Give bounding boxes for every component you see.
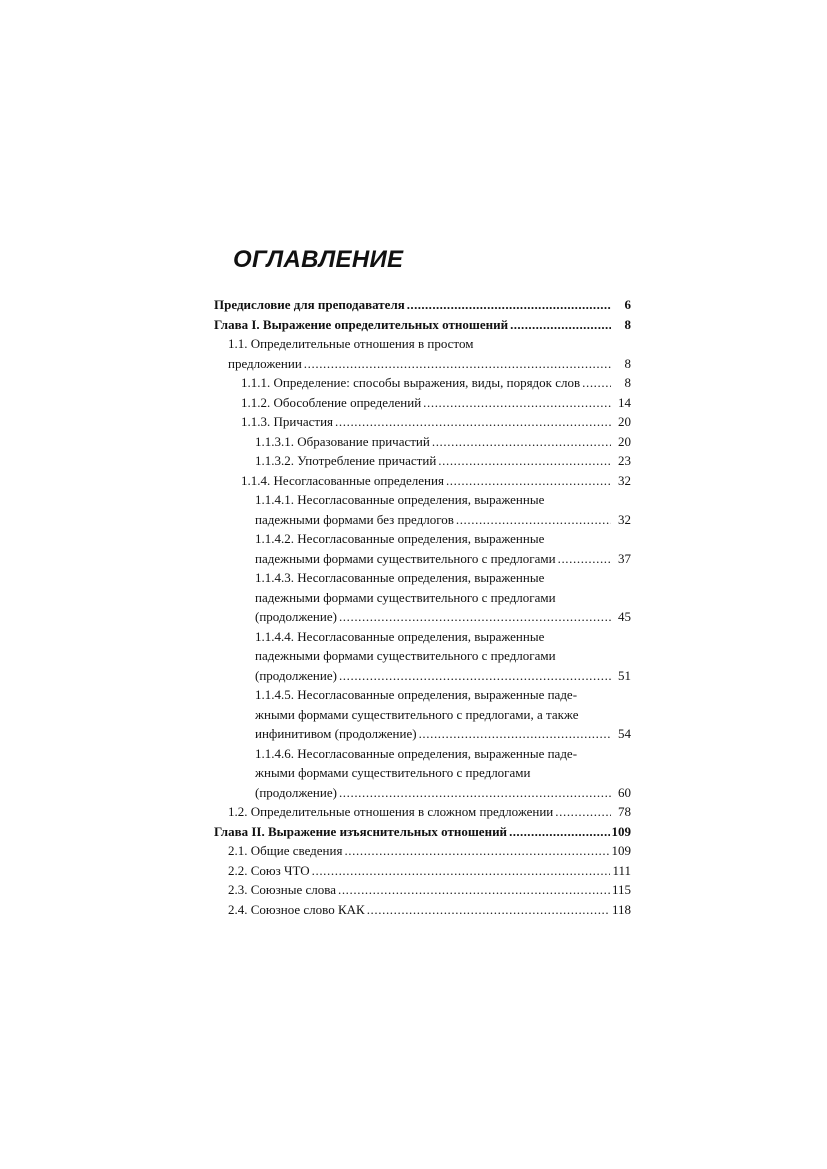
toc-entry-title-line: (продолжение) [255,609,337,624]
toc-entry-last-line [214,822,631,842]
dot-leader [509,822,609,842]
dot-leader [344,841,609,861]
toc-entry-last-line [228,841,631,861]
toc-entry-page-number: 37 [618,550,631,566]
toc-entry-title-line: 1.1.4.3. Несогласованные определения, выраженные [255,570,545,585]
toc-entry-last-line [255,607,631,627]
toc-entry-title-line: 1.1.4.5. Несогласованные определения, выраженные паде- [255,687,578,702]
table-of-contents [214,295,631,919]
toc-entry-title-line: 2.2. Союз ЧТО [228,862,310,878]
toc-entry-page-number: 115 [611,882,631,897]
dot-leader [339,666,611,686]
toc-entry-last-line [228,861,631,881]
toc-entry-page-number: 23 [618,453,631,468]
toc-entry-last-line [228,900,631,920]
dot-leader [367,900,610,920]
toc-entry-title-line: 1.1.2. Обособление определений [241,394,422,410]
toc-entry-last-line [241,393,631,413]
toc-entry-page-number: 111 [612,862,631,878]
toc-entry[interactable] [214,490,631,529]
dot-leader [338,880,610,900]
toc-entry-page-number: 32 [618,511,631,527]
dot-leader [558,549,611,569]
toc-entry[interactable] [214,432,631,452]
toc-entry-title-line: (продолжение) [255,784,337,800]
toc-entry[interactable] [214,685,631,744]
toc-entry-last-line [241,373,631,393]
toc-entry-title-line: 1.2. Определительные отношения в сложном предложении [228,804,554,819]
toc-entry-last-line [228,880,631,900]
toc-entry-title-line: 1.1.3.2. Употребление причастий [255,453,437,468]
toc-entry-title-line: 2.1. Общие сведения [228,843,343,858]
dot-leader [555,802,611,822]
toc-entry-title-line: жными формами существительного с предлогами, а также [255,706,579,722]
toc-entry-page-number: 109 [611,843,631,858]
toc-entry[interactable] [214,334,631,373]
toc-entry-title-line: падежными формами существительного с предлогами [255,648,556,663]
toc-entry-page-number: 78 [618,804,631,819]
toc-entry-title-line: 1.1. Определительные отношения в простом [228,336,474,351]
toc-entry[interactable] [214,529,631,568]
toc-entry-title-line: (продолжение) [255,667,337,683]
dot-leader [582,373,611,393]
toc-entry-page-number: 6 [624,297,631,312]
page-title: ОГЛАВЛЕНИЕ [233,246,404,273]
toc-entry-title-line: 2.3. Союзные слова [228,882,336,897]
dot-leader [407,295,611,315]
toc-entry-page-number: 54 [618,726,631,741]
toc-entry-page-number: 8 [624,316,631,332]
toc-entry-page-number: 20 [618,414,631,429]
toc-entry-last-line [255,724,631,744]
toc-entry-page-number: 51 [618,667,631,683]
toc-entry[interactable] [214,373,631,393]
toc-entry-page-number: 8 [624,355,631,371]
toc-entry-last-line [241,471,631,491]
toc-entry-title-line: 1.1.4.2. Несогласованные определения, выраженные [255,531,545,546]
toc-entry-title-line: инфинитивом (продолжение) [255,726,417,741]
toc-entry[interactable] [214,295,631,315]
toc-entry-page-number: 8 [624,375,631,390]
dot-leader [456,510,611,530]
toc-entry-last-line [255,549,631,569]
toc-entry-title-line: падежными формами без предлогов [255,511,454,527]
toc-entry-title-line: 1.1.1. Определение: способы выражения, виды, порядок слов [241,375,581,390]
toc-entry[interactable] [214,471,631,491]
toc-entry-title-line: 1.1.4. Несогласованные определения [241,472,444,488]
toc-entry[interactable] [214,880,631,900]
toc-entry-title-line: жными формами существительного с предлогами [255,765,531,780]
toc-entry-title-line: падежными формами существительного с предлогами [255,589,556,605]
toc-entry[interactable] [214,393,631,413]
dot-leader [438,451,611,471]
toc-entry-title-line: падежными формами существительного с предлогами [255,550,556,566]
toc-entry-last-line [228,802,631,822]
toc-entry-title-line: 1.1.4.4. Несогласованные определения, выраженные [255,628,545,644]
dot-leader [432,432,611,452]
toc-entry[interactable] [214,841,631,861]
toc-entry-title-line: 1.1.4.6. Несогласованные определения, выраженные паде- [255,745,578,761]
toc-entry-title-line: предложении [228,355,302,371]
toc-entry[interactable] [214,900,631,920]
toc-entry-last-line [255,432,631,452]
dot-leader [423,393,611,413]
toc-entry[interactable] [214,802,631,822]
toc-entry-title-line: Предисловие для преподавателя [214,297,405,312]
toc-entry[interactable] [214,744,631,803]
dot-leader [312,861,611,881]
toc-entry[interactable] [214,568,631,627]
dot-leader [304,354,611,374]
toc-entry[interactable] [214,315,631,335]
toc-entry-title-line: Глава I. Выражение определительных отношений [214,316,509,332]
toc-entry-page-number: 20 [618,433,631,449]
toc-entry[interactable] [214,861,631,881]
toc-entry-last-line [255,451,631,471]
toc-entry-title-line: Глава II. Выражение изъяснительных отношений [214,823,508,839]
dot-leader [339,783,611,803]
toc-entry-page-number: 45 [618,609,631,624]
toc-entry-page-number: 14 [618,394,631,410]
toc-entry-page-number: 109 [611,823,631,839]
dot-leader [419,724,611,744]
toc-entry-last-line [228,354,631,374]
toc-entry[interactable] [214,412,631,432]
toc-entry[interactable] [214,627,631,686]
toc-entry-page-number: 118 [611,901,631,917]
toc-entry-last-line [255,510,631,530]
dot-leader [446,471,611,491]
toc-entry-title-line: 1.1.3.1. Образование причастий [255,433,430,449]
toc-entry-title-line: 1.1.3. Причастия [241,414,334,429]
toc-entry-title-line: 1.1.4.1. Несогласованные определения, выраженные [255,492,545,507]
toc-entry-page-number: 32 [618,472,631,488]
toc-entry-last-line [214,315,631,335]
toc-entry[interactable] [214,822,631,842]
toc-entry-page-number: 60 [618,784,631,800]
dot-leader [339,607,611,627]
toc-entry[interactable] [214,451,631,471]
toc-entry-title-line: 2.4. Союзное слово КАК [228,901,365,917]
toc-entry-last-line [255,666,631,686]
toc-entry-last-line [241,412,631,432]
dot-leader [510,315,611,335]
toc-entry-last-line [214,295,631,315]
dot-leader [335,412,611,432]
toc-entry-last-line [255,783,631,803]
